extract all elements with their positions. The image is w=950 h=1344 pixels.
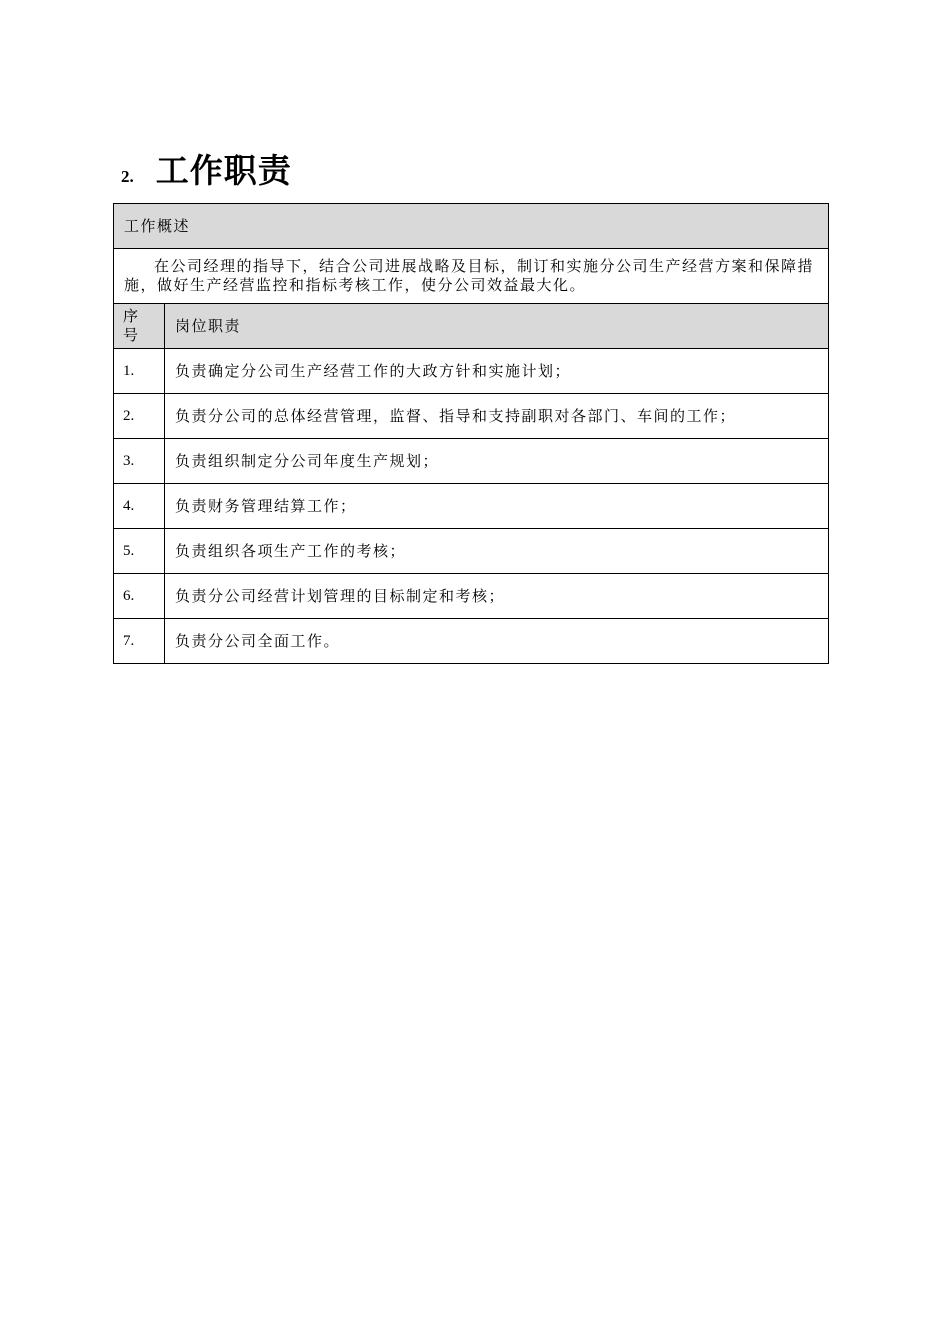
duty-text: 负责确定分公司生产经营工作的大政方针和实施计划； [165,349,829,394]
duty-num: 4. [114,484,165,529]
table-row [114,574,829,619]
num-header-line2: 号 [123,326,140,344]
overview-text-row [114,249,829,304]
table-row [114,349,829,394]
num-header [114,304,165,349]
duty-text: 负责分公司全面工作。 [165,619,829,664]
duty-text: 负责分公司的总体经营管理，监督、指导和支持副职对各部门、车间的工作； [165,394,829,439]
duties-table [113,203,829,664]
duty-text: 负责组织各项生产工作的考核； [165,529,829,574]
num-header-line1: 序 [123,307,140,325]
duty-text: 负责组织制定分公司年度生产规划； [165,439,829,484]
duty-num: 1. [114,349,165,394]
section-heading [121,145,292,192]
overview-label: 工作概述 [114,204,829,249]
overview-text: 在公司经理的指导下，结合公司进展战略及目标，制订和实施分公司生产经营方案和保障措施，做好生产经营监控和指标考核工作，使分公司效益最大化。 [114,249,829,304]
duty-header: 岗位职责 [165,304,829,349]
overview-label-row [114,204,829,249]
table-row [114,484,829,529]
table-row [114,529,829,574]
table-row [114,439,829,484]
table-row [114,394,829,439]
section-title: 工作职责 [155,151,292,190]
duty-text: 负责财务管理结算工作； [165,484,829,529]
table-row [114,619,829,664]
duty-num: 2. [114,394,165,439]
duty-num: 3. [114,439,165,484]
duty-text: 负责分公司经营计划管理的目标制定和考核； [165,574,829,619]
duty-num: 6. [114,574,165,619]
duty-num: 7. [114,619,165,664]
duty-num: 5. [114,529,165,574]
section-number: 2. [121,167,134,186]
duties-header-row [114,304,829,349]
